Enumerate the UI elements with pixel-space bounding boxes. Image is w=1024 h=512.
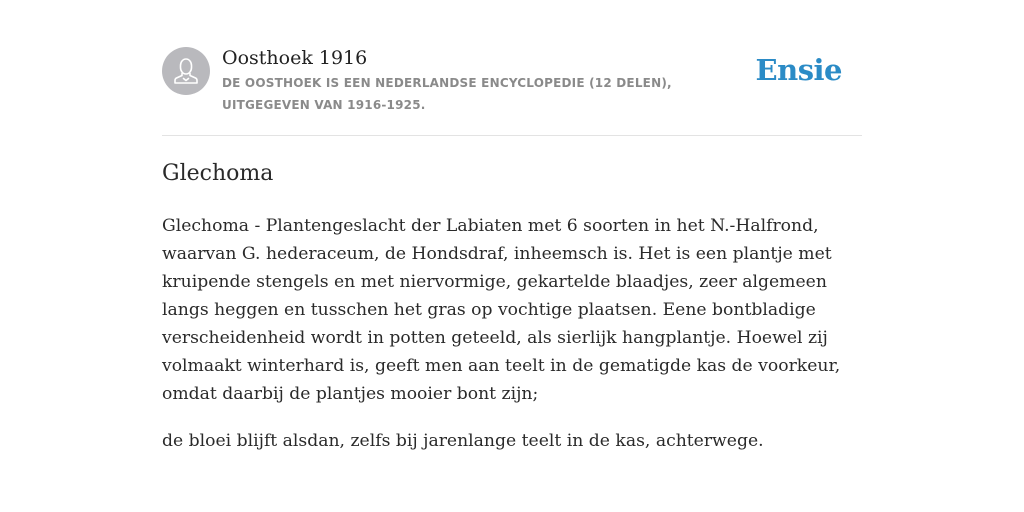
source-header xyxy=(162,44,862,116)
ensie-logo[interactable]: Ensie xyxy=(755,53,842,87)
article-paragraph: de bloei blijft alsdan, zelfs bij jarenlange teelt in de kas, achterwege. xyxy=(162,431,764,451)
source-avatar[interactable] xyxy=(162,47,210,95)
article-body xyxy=(162,212,864,474)
article-paragraph: Glechoma - Plantengeslacht der Labiaten met 6 soorten in het N.-Halfrond, waarvan G. hederaceum, de Hondsdraf, inheemsch is. Het is een plantje met kruipende stengels en met niervormige, gekartelde blaadjes, zeer algemeen langs heggen en tusschen het gras op vochtige plaatsen. Eene bontbladige verscheidenheid wordt in potten geteeld, als sierlijk hangplantje. Hoewel zij volmaakt winterhard is, geeft men aan teelt in de gematigde kas de voorkeur, omdat daarbij de plantjes mooier bont zijn; xyxy=(162,216,841,404)
header-divider xyxy=(162,135,862,136)
user-icon xyxy=(162,47,210,95)
article-title: Glechoma xyxy=(162,161,274,186)
source-description: DE OOSTHOEK IS EEN NEDERLANDSE ENCYCLOPEDIE (12 DELEN), UITGEGEVEN VAN 1916-1925. xyxy=(222,76,672,112)
source-title[interactable]: Oosthoek 1916 xyxy=(222,47,368,69)
